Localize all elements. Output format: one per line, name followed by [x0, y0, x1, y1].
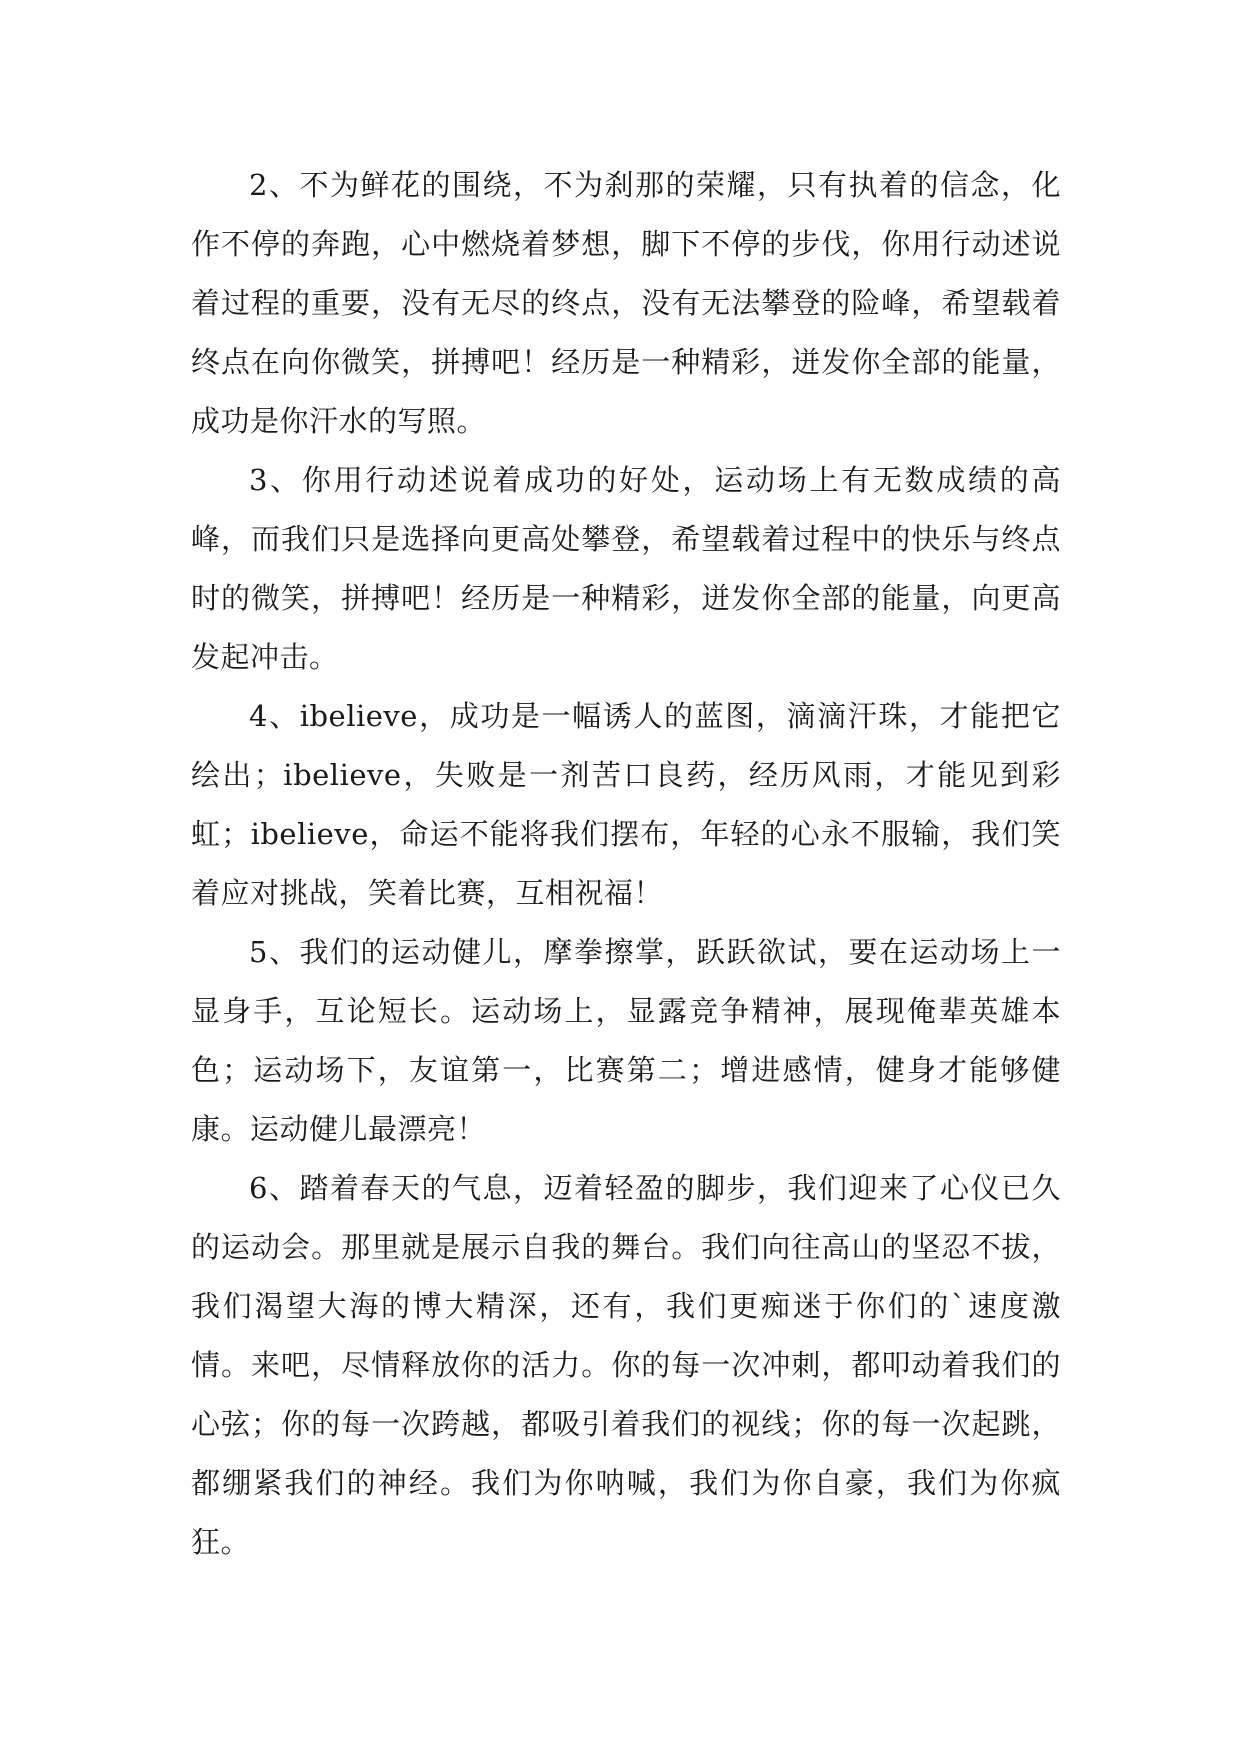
paragraph-5: 5、我们的运动健儿，摩拳擦掌，跃跃欲试，要在运动场上一显身手，互论短长。运动场上，显露竞争精神，展现俺辈英雄本色；运动场下，友谊第一，比赛第二；增进感情，健身才能够健康。运动健儿最漂亮！ — [191, 935, 1061, 1146]
document-body — [191, 156, 1061, 1572]
paragraph-3: 3、你用行动述说着成功的好处，运动场上有无数成绩的高峰，而我们只是选择向更高处攀登，希望载着过程中的快乐与终点时的微笑，拼搏吧！经历是一种精彩，迸发你全部的能量，向更高发起冲击。 — [191, 463, 1061, 674]
paragraph-2: 2、不为鲜花的围绕，不为刹那的荣耀，只有执着的信念，化作不停的奔跑，心中燃烧着梦想，脚下不停的步伐，你用行动述说着过程的重要，没有无尽的终点，没有无法攀登的险峰，希望载着终点在向你微笑，拼搏吧！经历是一种精彩，迸发你全部的能量，成功是你汗水的写照。 — [191, 168, 1061, 438]
paragraph-6: 6、踏着春天的气息，迈着轻盈的脚步，我们迎来了心仪已久的运动会。那里就是展示自我的舞台。我们向往高山的坚忍不拔，我们渴望大海的博大精深，还有，我们更痴迷于你们的`速度激情。来吧，尽情释放你的活力。你的每一次冲刺，都叩动着我们的心弦；你的每一次跨越，都吸引着我们的视线；你的每一次起跳，都绷紧我们的神经。我们为你呐喊，我们为你自豪，我们为你疯狂。 — [191, 1171, 1061, 1559]
paragraph-4: 4、ibelieve，成功是一幅诱人的蓝图，滴滴汗珠，才能把它绘出；ibelieve，失败是一剂苦口良药，经历风雨，才能见到彩虹；ibelieve，命运不能将我们摆布，年轻的心永不服输，我们笑着应对挑战，笑着比赛，互相祝福！ — [191, 699, 1061, 910]
